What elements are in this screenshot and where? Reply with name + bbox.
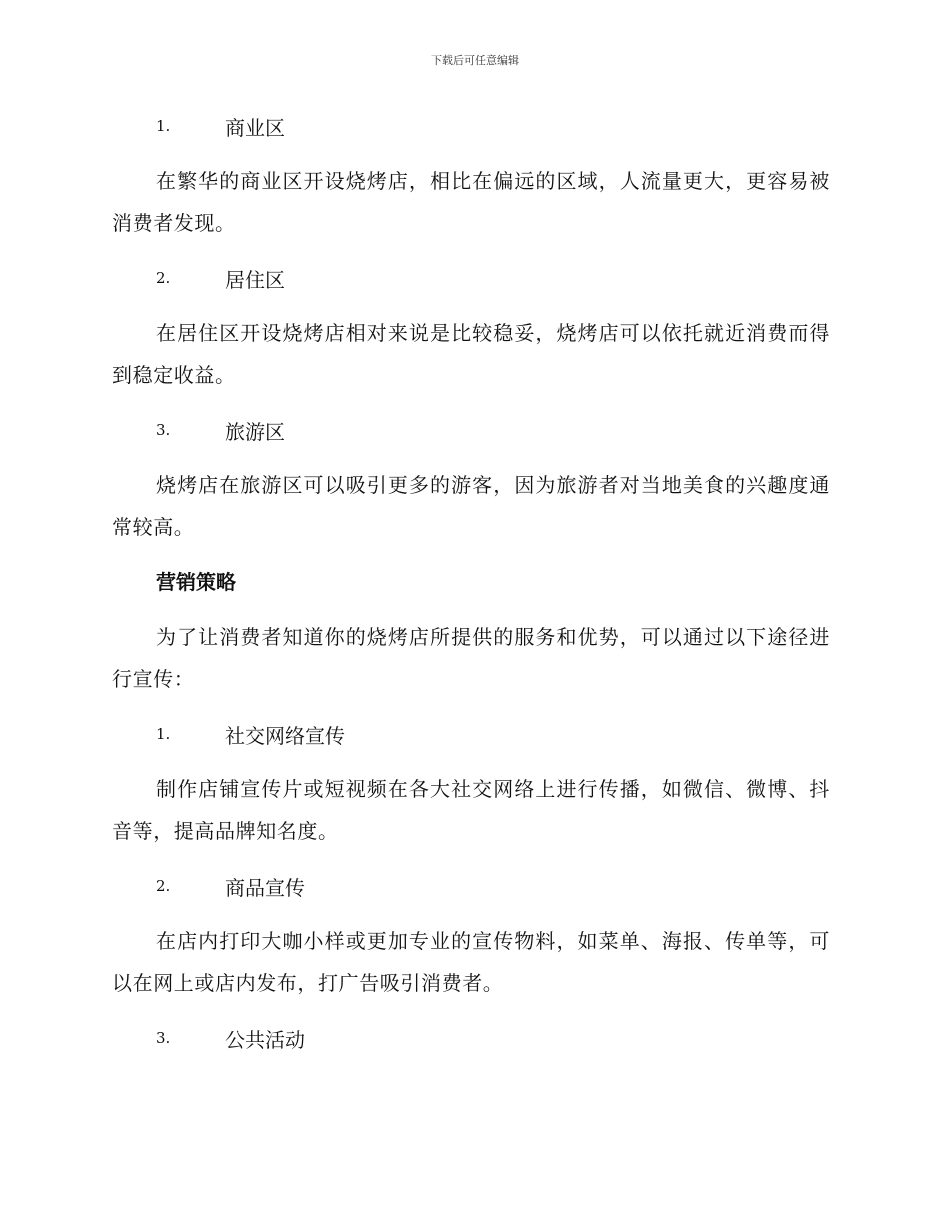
list-item-number: 3. [156, 421, 171, 439]
list-item-label: 商业区 [225, 115, 285, 140]
paragraph: 烧烤店在旅游区可以吸引更多的游客，因为旅游者对当地美食的兴趣度通常较高。 [112, 473, 830, 539]
section-heading: 营销策略 [156, 570, 236, 594]
list-item-label: 公共活动 [225, 1027, 305, 1052]
list-item [112, 716, 830, 752]
list-item-label: 商品宣传 [225, 875, 305, 900]
list-item-number: 2. [156, 877, 171, 895]
list-item [112, 1020, 830, 1056]
list-item [112, 868, 830, 904]
list-item-label: 旅游区 [225, 419, 285, 444]
list-item [112, 108, 830, 144]
list-item-label: 社交网络宣传 [225, 723, 345, 748]
paragraph: 在店内打印大咖小样或更加专业的宣传物料，如菜单、海报、传单等，可以在网上或店内发布，打广告吸引消费者。 [112, 929, 830, 995]
list-item-number: 1. [156, 725, 171, 743]
list-item-number: 1. [156, 117, 171, 135]
document-body [112, 108, 830, 1072]
list-item-number: 2. [156, 269, 171, 287]
paragraph: 为了让消费者知道你的烧烤店所提供的服务和优势，可以通过以下途径进行宣传： [112, 625, 830, 691]
list-item-label: 居住区 [225, 267, 285, 292]
page-header: 下载后可任意编辑 [431, 54, 519, 67]
paragraph: 在繁华的商业区开设烧烤店，相比在偏远的区域，人流量更大，更容易被消费者发现。 [112, 169, 830, 235]
paragraph: 在居住区开设烧烤店相对来说是比较稳妥，烧烤店可以依托就近消费而得到稳定收益。 [112, 321, 830, 387]
list-item [112, 260, 830, 296]
list-item [112, 412, 830, 448]
list-item-number: 3. [156, 1029, 171, 1047]
paragraph: 制作店铺宣传片或短视频在各大社交网络上进行传播，如微信、微博、抖音等，提高品牌知名度。 [112, 777, 830, 843]
